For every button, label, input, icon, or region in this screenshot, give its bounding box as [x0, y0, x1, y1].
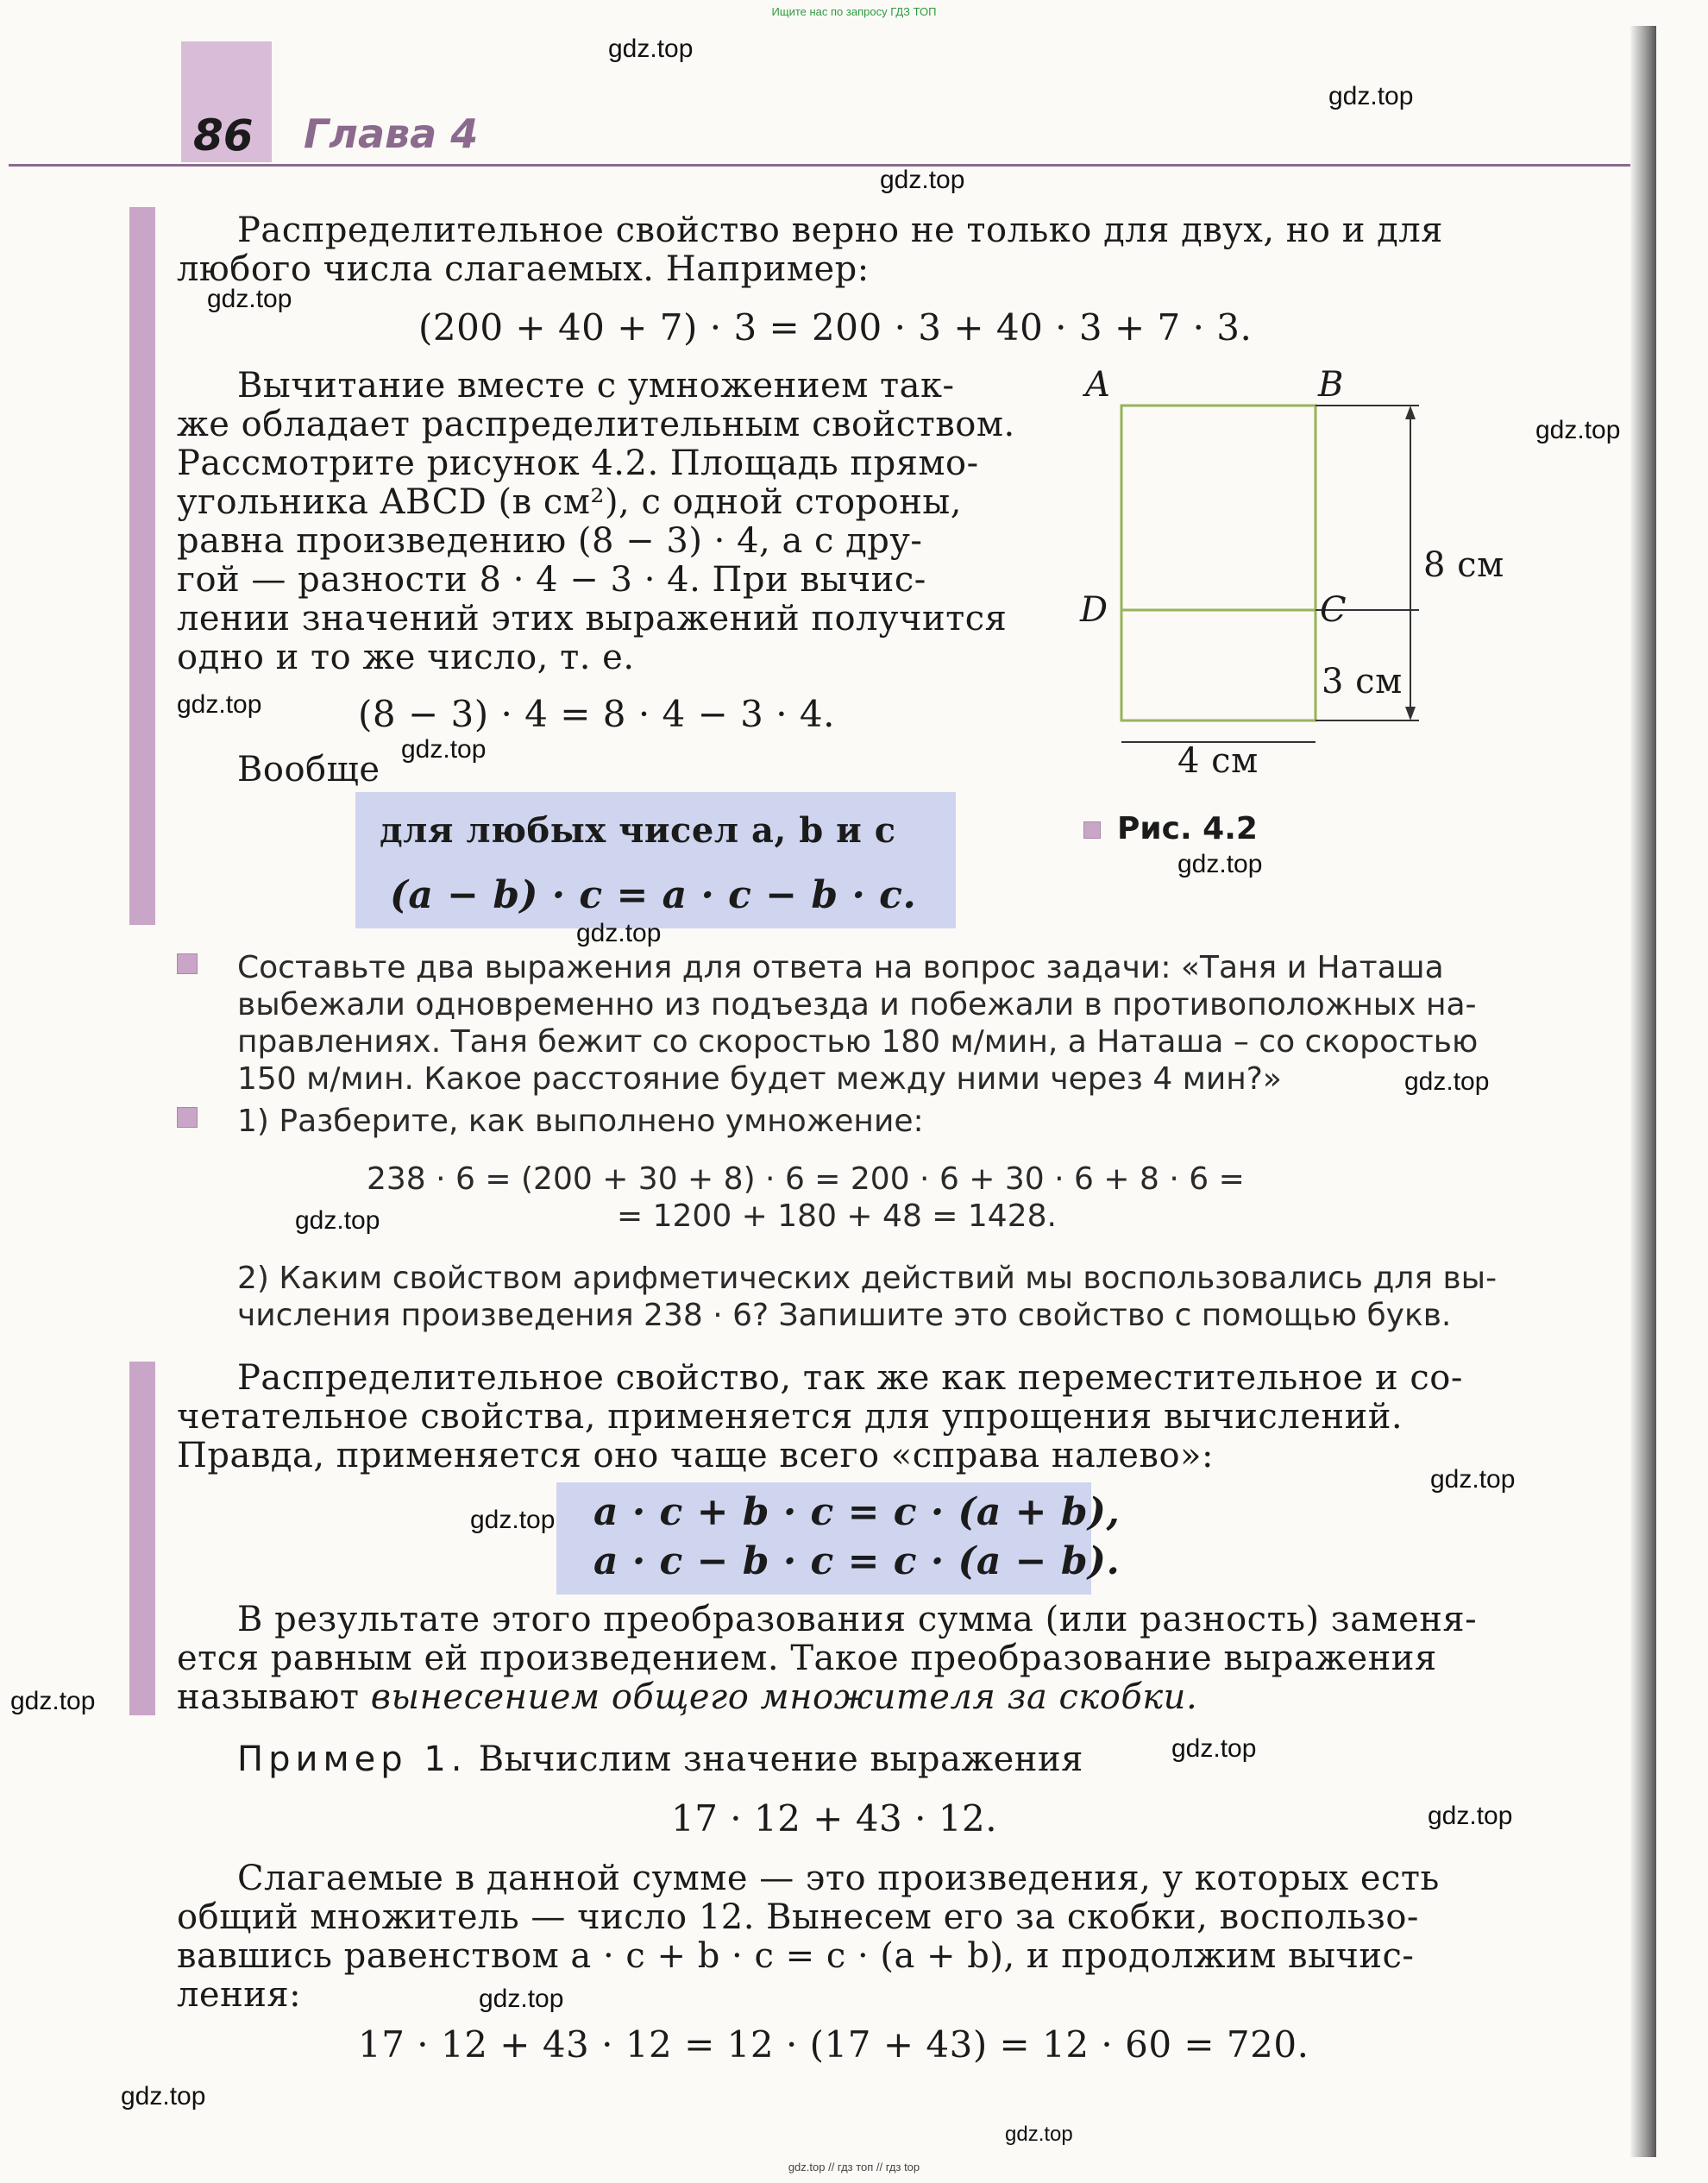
paragraph-5-line-1: Слагаемые в данной сумме — это произведения, у которых есть: [237, 1859, 1440, 1898]
paragraph-2-line-6: гой — разности 8 · 4 − 3 · 4. При вычис-: [177, 560, 926, 600]
task-2-marker: [177, 1107, 198, 1128]
page-edge: [1630, 26, 1656, 2157]
paragraph-3-line-1: Распределительное свойство, так же как переместительное и со-: [237, 1358, 1463, 1398]
rect-abcd: [1121, 406, 1316, 720]
example-line: [237, 1740, 1083, 1779]
paragraph-2-line-5: равна произведению (8 − 3) · 4, а с дру-: [177, 521, 923, 561]
dim-width-label: 4 см: [1177, 741, 1259, 781]
watermark-11: gdz.top: [295, 1206, 380, 1235]
paragraph-4-line-2: ется равным ей произведением. Такое преобразование выражения: [177, 1639, 1437, 1678]
page-number: 86: [193, 110, 254, 160]
example-label: Пример 1.: [237, 1739, 468, 1779]
rule-1-line-1: для любых чисел a, b и c: [380, 810, 896, 851]
task-2-line-1: 1) Разберите, как выполнено умножение:: [237, 1104, 924, 1139]
watermark-1: gdz.top: [608, 35, 694, 63]
dim-height-label: 8 см: [1423, 545, 1504, 585]
watermark-3: gdz.top: [880, 166, 965, 194]
task-2-calc-1: 238 · 6 = (200 + 30 + 8) · 6 = 200 · 6 + 30 · 6 + 8 · 6 =: [367, 1161, 1245, 1197]
watermark-7: gdz.top: [401, 735, 487, 764]
paragraph-4-line-1: В результате этого преобразования сумма (или разность) заменя-: [237, 1600, 1478, 1639]
chapter-title: Глава 4: [304, 110, 479, 157]
vooobshe-text: Вообще: [237, 750, 380, 790]
figure-caption: Рис. 4.2: [1117, 811, 1258, 846]
paragraph-1-line-1: Распределительное свойство верно не только для двух, но и для: [237, 211, 1443, 250]
top-banner: Ищите нас по запросу ГДЗ ТОП: [771, 5, 937, 18]
watermark-16: gdz.top: [1428, 1802, 1513, 1830]
task-1-line-2: выбежали одновременно из подъезда и побежали в противоположных на-: [237, 987, 1477, 1022]
term-common-factor: вынесением общего множителя за скобки.: [370, 1677, 1198, 1717]
task-2-line-3: числения произведения 238 · 6? Запишите это свойство с помощью букв.: [237, 1298, 1452, 1333]
paragraph-4-line-3: [177, 1678, 1197, 1717]
figure-caption-marker: [1083, 821, 1101, 839]
paragraph-5-line-3: вавшись равенством a · c + b · c = c · (a + b), и продолжим вычис-: [177, 1936, 1415, 1976]
paragraph-2-line-4: угольника ABCD (в см²), с одной стороны,: [177, 482, 962, 522]
dim-small-label: 3 см: [1322, 662, 1403, 701]
paragraph-2-line-3: Рассмотрите рисунок 4.2. Площадь прямо-: [177, 444, 979, 483]
task-2-line-2: 2) Каким свойством арифметических действий мы воспользовались для вы-: [237, 1261, 1498, 1296]
watermark-10: gdz.top: [1404, 1067, 1490, 1096]
paragraph-2-line-8: одно и то же число, т. е.: [177, 638, 635, 677]
task-1-marker: [177, 953, 198, 974]
dim-8-arrow-bottom: [1405, 707, 1416, 720]
watermark-8: gdz.top: [1177, 850, 1263, 878]
paragraph-2-line-7: лении значений этих выражений получится: [177, 599, 1008, 639]
watermark-6: gdz.top: [177, 690, 262, 719]
watermark-4: gdz.top: [207, 285, 292, 313]
label-c: C: [1320, 590, 1347, 630]
label-a: A: [1085, 365, 1111, 405]
dim-8-arrow-top: [1405, 406, 1416, 419]
watermark-12: gdz.top: [1430, 1465, 1516, 1494]
paragraph-5-line-2: общий множитель — число 12. Вынесем его за скобки, воспользо-: [177, 1897, 1419, 1937]
task-1-line-1: Составьте два выражения для ответа на вопрос задачи: «Таня и Наташа: [237, 950, 1444, 985]
formula-2: (8 − 3) · 4 = 8 · 4 − 3 · 4.: [358, 693, 836, 735]
side-bar-2: [129, 1362, 155, 1715]
example-formula: 17 · 12 + 43 · 12.: [671, 1797, 998, 1840]
label-d: D: [1080, 590, 1108, 630]
watermark-19: gdz.top: [1005, 2123, 1073, 2146]
example-text: Вычислим значение выражения: [467, 1739, 1083, 1779]
paragraph-5-line-4: ления:: [177, 1975, 302, 2015]
task-2-calc-2: = 1200 + 180 + 48 = 1428.: [617, 1198, 1057, 1234]
paragraph-2-line-2: же обладает распределительным свойством.: [177, 405, 1015, 444]
bottom-banner: gdz.top // гдз топ // гдз top: [788, 2161, 920, 2174]
side-bar-1: [129, 207, 155, 925]
paragraph-3-line-2: четательное свойства, применяется для упрощения вычислений.: [177, 1397, 1403, 1437]
paragraph-2-line-1: Вычитание вместе с умножением так-: [237, 366, 955, 406]
watermark-17: gdz.top: [479, 1985, 564, 2013]
watermark-9: gdz.top: [576, 919, 662, 947]
watermark-13: gdz.top: [470, 1506, 556, 1534]
paragraph-4-line-3-start: называют: [177, 1677, 371, 1717]
formula-final: 17 · 12 + 43 · 12 = 12 · (17 + 43) = 12 · 60 = 720.: [358, 2023, 1309, 2066]
task-1-line-3: правлениях. Таня бежит со скоростью 180 м/мин, а Наташа – со скоростью: [237, 1024, 1479, 1060]
paragraph-1-line-2: любого числа слагаемых. Например:: [177, 249, 870, 289]
watermark-14: gdz.top: [10, 1687, 96, 1715]
formula-1: (200 + 40 + 7) · 3 = 200 · 3 + 40 · 3 + 7 · 3.: [418, 306, 1253, 349]
formula-4: a · c − b · c = c · (a − b).: [593, 1539, 1121, 1583]
watermark-18: gdz.top: [121, 2082, 206, 2111]
label-b: B: [1318, 365, 1344, 405]
rule-1-formula: (a − b) · c = a · c − b · c.: [390, 873, 917, 917]
watermark-5: gdz.top: [1535, 416, 1621, 444]
task-1-line-4: 150 м/мин. Какое расстояние будет между ними через 4 мин?»: [237, 1061, 1282, 1097]
formula-3: a · c + b · c = c · (a + b),: [593, 1490, 1121, 1534]
watermark-2: gdz.top: [1328, 82, 1414, 110]
watermark-15: gdz.top: [1171, 1734, 1257, 1763]
paragraph-3-line-3: Правда, применяется оно чаще всего «справа налево»:: [177, 1436, 1214, 1475]
header-rule: [9, 164, 1630, 167]
